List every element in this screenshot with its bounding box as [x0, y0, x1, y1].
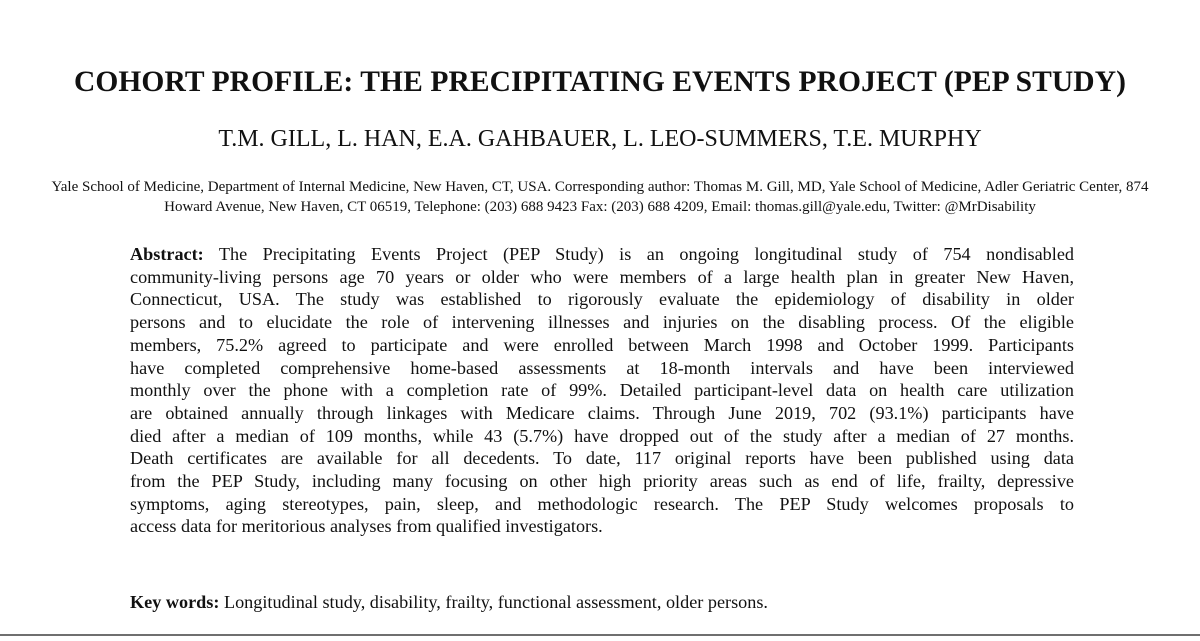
- affiliation-line: Howard Avenue, New Haven, CT 06519, Telephone: (203) 688 9423 Fax: (203) 688 4209, Email: thomas.gill@yale.edu, Twitter: @MrDisability: [164, 199, 1036, 215]
- abstract-line: persons and to elucidate the role of intervening illnesses and injuries on the disabling process. Of the eligible: [130, 312, 1074, 333]
- abstract-line: died after a median of 109 months, while 43 (5.7%) have dropped out of the study after a median of 27 months.: [130, 425, 1074, 446]
- abstract-line: are obtained annually through linkages with Medicare claims. Through June 2019, 702 (93.1%) participants have: [130, 402, 1074, 423]
- keywords: [130, 592, 768, 613]
- abstract-line: monthly over the phone with a completion rate of 99%. Detailed participant-level data on health care utilization: [130, 380, 1074, 401]
- abstract-line: community-living persons age 70 years or older who were members of a large health plan in greater New Haven,: [130, 266, 1074, 287]
- abstract-line: symptoms, aging stereotypes, pain, sleep, and methodologic research. The PEP Study welcomes proposals to: [130, 493, 1074, 514]
- abstract-line: [130, 243, 1074, 266]
- abstract-label: Abstract:: [130, 244, 204, 264]
- page-divider: [0, 634, 1200, 636]
- affiliation-block: [0, 177, 1200, 217]
- keywords-label: Key words:: [130, 592, 220, 612]
- abstract-line: Connecticut, USA. The study was established to rigorously evaluate the epidemiology of disability in older: [130, 289, 1074, 310]
- keywords-text: Longitudinal study, disability, frailty, functional assessment, older persons.: [223, 592, 768, 612]
- author-list: T.M. GILL, L. HAN, E.A. GAHBAUER, L. LEO-SUMMERS, T.E. MURPHY: [218, 126, 982, 152]
- abstract-line: access data for meritorious analyses from qualified investigators.: [130, 516, 603, 537]
- abstract: [130, 243, 1074, 538]
- abstract-line: from the PEP Study, including many focusing on other high priority areas such as end of life, frailty, depressive: [130, 471, 1074, 492]
- affiliation-line: Yale School of Medicine, Department of Internal Medicine, New Haven, CT, USA. Corresponding author: Thomas M. Gill, MD, Yale School of Medicine, Adler Geriatric Center, 874: [51, 179, 1149, 195]
- abstract-text: The Precipitating Events Project (PEP Study) is an ongoing longitudinal study of 754 nondisabled: [218, 244, 1074, 264]
- paper-title: COHORT PROFILE: THE PRECIPITATING EVENTS PROJECT (PEP STUDY): [73, 66, 1127, 98]
- abstract-line: members, 75.2% agreed to participate and were enrolled between March 1998 and October 1999. Participants: [130, 334, 1074, 355]
- abstract-line: have completed comprehensive home-based assessments at 18-month intervals and have been interviewed: [130, 357, 1074, 378]
- abstract-line: Death certificates are available for all decedents. To date, 117 original reports have been published using data: [130, 448, 1074, 469]
